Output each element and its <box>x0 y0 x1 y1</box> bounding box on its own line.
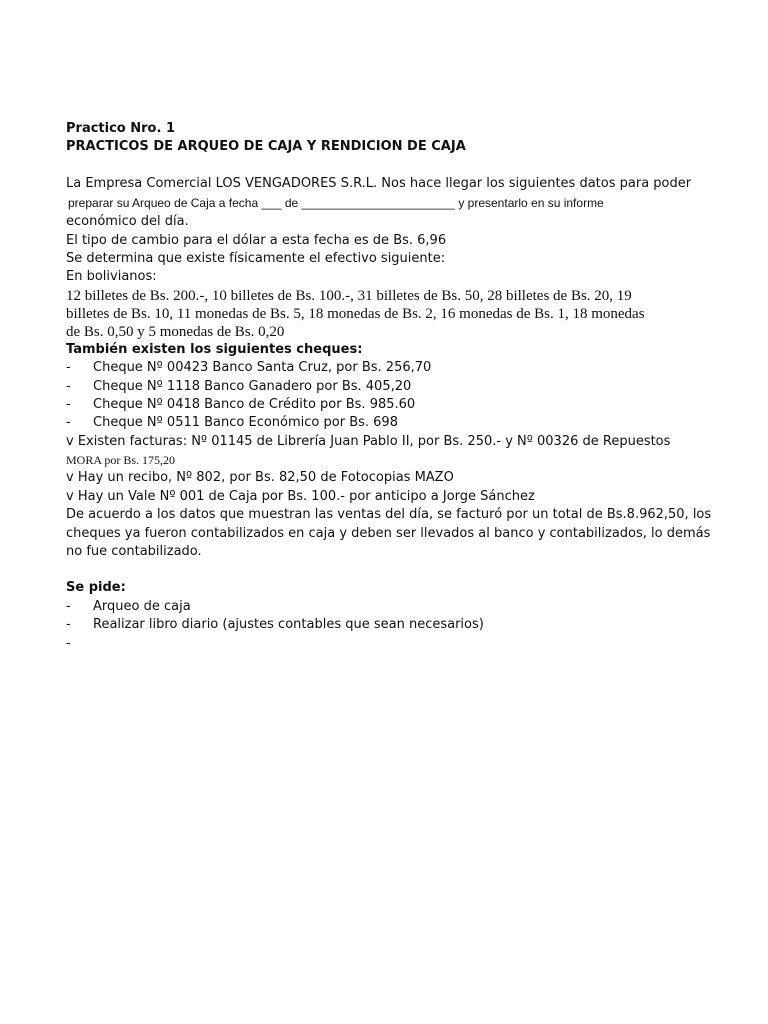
exchange-rate-line: El tipo de cambio para el dólar a esta fecha es de Bs. 6,96 <box>66 232 447 248</box>
cash-intro-line: Se determina que existe físicamente el efectivo siguiente: <box>66 251 446 267</box>
dash-bullet: - <box>66 598 71 614</box>
list-item <box>66 616 726 634</box>
list-item <box>66 396 726 414</box>
check-item-text: Cheque Nº 0418 Banco de Crédito por Bs. 985.60 <box>93 397 416 413</box>
intro-line-3: económico del día. <box>66 214 189 230</box>
doc-title: Practico Nro. 1 <box>66 121 175 136</box>
checks-title: También existen los siguientes cheques: <box>66 341 363 357</box>
dash-bullet: - <box>66 378 71 394</box>
cash-line-1: 12 billetes de Bs. 200.-, 10 billetes de Bs. 100.-, 31 billetes de Bs. 50, 28 billetes de Bs. 20, 19 <box>66 287 632 304</box>
recibo-line: v Hay un recibo, Nº 802, por Bs. 82,50 de Fotocopias MAZO <box>66 470 454 486</box>
dash-bullet: - <box>66 360 71 376</box>
task-item-text: Arqueo de caja <box>93 598 191 614</box>
dash-bullet: - <box>66 415 71 431</box>
dash-bullet: - <box>66 617 71 633</box>
intro-line-2: preparar su Arqueo de Caja a fecha ___ de _______________________ y presentarlo en su informe <box>68 196 604 211</box>
document-page <box>66 120 726 653</box>
check-item-text: Cheque Nº 0511 Banco Económico por Bs. 698 <box>93 415 398 431</box>
spacer <box>66 157 726 175</box>
doc-subtitle: PRACTICOS DE ARQUEO DE CAJA Y RENDICION DE CAJA <box>66 139 466 155</box>
list-item <box>66 635 726 653</box>
list-item <box>66 359 726 377</box>
check-item-text: Cheque Nº 1118 Banco Ganadero por Bs. 405,20 <box>93 378 412 394</box>
check-item-text: Cheque Nº 00423 Banco Santa Cruz, por Bs. 256,70 <box>93 360 432 376</box>
facturas-line-2: MORA por Bs. 175,20 <box>66 453 176 468</box>
closing-line-3: no fue contabilizado. <box>66 543 202 559</box>
bolivianos-label: En bolivianos: <box>66 269 157 285</box>
cash-line-2: billetes de Bs. 10, 11 monedas de Bs. 5, 18 monedas de Bs. 2, 16 monedas de Bs. 1, 18 monedas <box>66 305 645 322</box>
dash-bullet: - <box>66 397 71 413</box>
task-item-text: Realizar libro diario (ajustes contables que sean necesarios) <box>93 617 484 633</box>
dash-bullet: - <box>66 635 71 651</box>
closing-line-1: De acuerdo a los datos que muestran las ventas del día, se facturó por un total de Bs.8.962,50, los <box>66 507 712 523</box>
spacer <box>66 561 726 579</box>
se-pide-heading: Se pide: <box>66 580 126 596</box>
cash-line-3: de Bs. 0,50 y 5 monedas de Bs. 0,20 <box>66 323 285 340</box>
list-item <box>66 414 726 432</box>
closing-line-2: cheques ya fueron contabilizados en caja y deben ser llevados al banco y contabilizados, lo demás <box>66 525 711 541</box>
list-item <box>66 378 726 396</box>
facturas-line-1: v Existen facturas: Nº 01145 de Librería Juan Pablo II, por Bs. 250.- y Nº 00326 de Repuestos <box>66 433 671 449</box>
intro-line-1: La Empresa Comercial LOS VENGADORES S.R.L. Nos hace llegar los siguientes datos para poder <box>66 175 692 191</box>
list-item <box>66 598 726 616</box>
vale-line: v Hay un Vale Nº 001 de Caja por Bs. 100.- por anticipo a Jorge Sánchez <box>66 488 535 504</box>
